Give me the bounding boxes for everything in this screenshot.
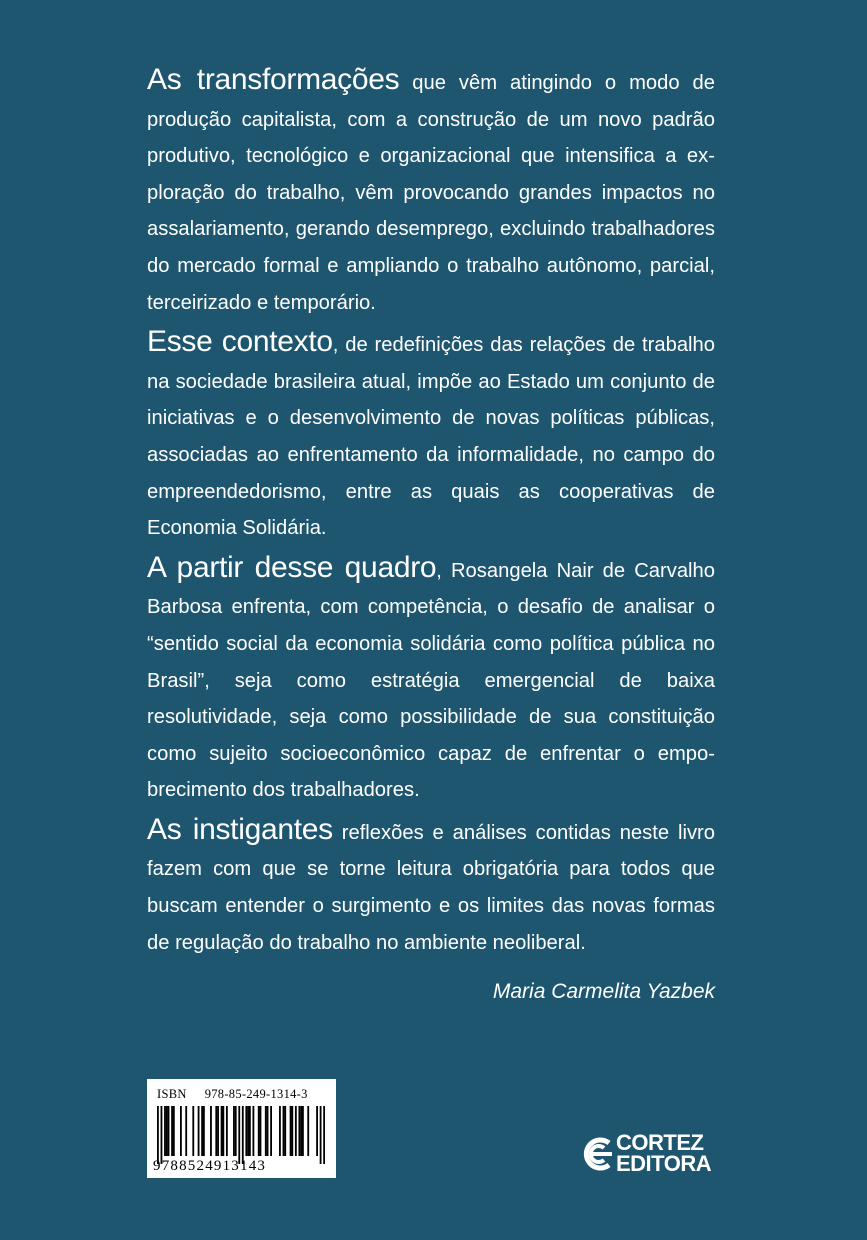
barcode-bar	[270, 1106, 272, 1156]
barcode-bar	[235, 1106, 237, 1156]
back-cover-text	[147, 62, 715, 964]
barcode-bar	[217, 1106, 219, 1156]
barcode-bar	[302, 1106, 304, 1156]
barcode-bar	[242, 1106, 244, 1164]
paragraph-3	[147, 550, 715, 809]
publisher-logo	[580, 1130, 720, 1178]
isbn-line	[157, 1087, 308, 1102]
paragraph-2-text: , de redefinições das relações de trabalho na sociedade brasileira atual, impõe ao Estado um conjunto de iniciativas e o desenvolvimento de novas políticas públicas, associadas ao enfrentamento da informalidade, no campo do empreendedorismo, entre as quais as cooperativas de Economia Solidária.	[147, 334, 715, 540]
barcode-bar	[258, 1106, 260, 1156]
barcode-bar	[283, 1106, 285, 1156]
paragraph-4	[147, 812, 715, 961]
isbn-number: 978-85-249-1314-3	[204, 1087, 308, 1101]
isbn-barcode	[147, 1079, 336, 1178]
paragraph-1-lead: As transformações	[147, 63, 400, 96]
barcode-bar	[203, 1106, 205, 1156]
paragraph-4-lead: As instigantes	[147, 812, 333, 846]
isbn-label: ISBN	[157, 1087, 187, 1101]
barcode-bar	[260, 1106, 262, 1156]
barcode-bar	[226, 1106, 228, 1156]
paragraph-1	[147, 62, 715, 321]
barcode-bar	[284, 1106, 286, 1156]
barcode-bar	[249, 1106, 251, 1156]
barcode-bar	[245, 1106, 247, 1156]
barcode-bar	[300, 1106, 302, 1156]
barcode-bar	[295, 1106, 297, 1156]
barcode-bar	[164, 1106, 166, 1156]
barcode-bar	[252, 1106, 254, 1156]
barcode-bar	[173, 1106, 175, 1156]
barcode-bar	[291, 1106, 293, 1156]
barcode-bar	[201, 1106, 203, 1156]
barcode-bar	[307, 1106, 309, 1156]
publisher-name-line2: EDITORA	[616, 1151, 712, 1176]
barcode-bar	[161, 1106, 163, 1164]
barcode-bar	[320, 1106, 322, 1164]
barcode-bar	[316, 1106, 318, 1156]
paragraph-3-text: , Rosangela Nair de Carvalho Barbosa enfrenta, com competência, o desafio de analisar o “sentido social da economia solidária como política pública no Brasil”, seja como estratégia emergencial de baixa resolutividade, seja como possibilidade de sua constituição como sujeito socioeconômico capaz de enfrentar o empobrecimento dos trabalhadores.	[147, 559, 715, 802]
barcode-bar	[221, 1106, 223, 1156]
barcode-bar	[265, 1106, 267, 1156]
cortez-logo-icon	[580, 1134, 614, 1174]
barcode-bar	[166, 1106, 168, 1156]
barcode-bar	[215, 1106, 217, 1156]
barcode-bar	[180, 1106, 182, 1156]
paragraph-4-text: reflexões e análises contidas neste livro fazem com que se torne leitura obrigatória para todos que buscam entender o surgimento e os limites das novas formas de regulação do trabalho no ambiente neoliberal.	[147, 821, 715, 954]
barcode-bar	[290, 1106, 292, 1156]
barcode-bar	[171, 1106, 173, 1156]
barcode-bar	[185, 1106, 187, 1156]
paragraph-2-lead: Esse contexto	[147, 325, 333, 359]
barcode-bar	[298, 1106, 300, 1156]
barcode-bar	[267, 1106, 269, 1156]
paragraph-1-text: que vêm atingindo o modo de produção capitalista, com a construção de um novo padrão produtivo, tecnológico e organizacional que intensifica a exploração do trabalho, vêm provocando grandes impactos no assalariamento, gerando desemprego, excluindo trabalhadores do mercado formal e ampliando o trabalho autônomo, parcial, terceirizado e temporário.	[147, 72, 715, 314]
barcode-bar	[323, 1106, 325, 1164]
publisher-name-line1: CORTEZ	[616, 1130, 704, 1155]
paragraph-2	[147, 324, 715, 547]
author-signature: Maria Carmelita Yazbek	[492, 980, 715, 1003]
ean-digits: 9788524913143	[153, 1158, 267, 1174]
barcode-bar	[198, 1106, 200, 1156]
barcode-bar	[279, 1106, 281, 1156]
barcode-bar	[210, 1106, 212, 1156]
barcode-bar	[233, 1106, 235, 1156]
barcode-bar	[238, 1106, 240, 1164]
barcode-bar	[157, 1106, 159, 1164]
barcode-bar	[247, 1106, 249, 1156]
paragraph-3-lead: A partir desse quadro	[147, 550, 437, 584]
barcode-bar	[168, 1106, 170, 1156]
barcode-bars	[157, 1106, 325, 1164]
barcode-bar	[222, 1106, 224, 1156]
barcode-bar	[192, 1106, 194, 1156]
